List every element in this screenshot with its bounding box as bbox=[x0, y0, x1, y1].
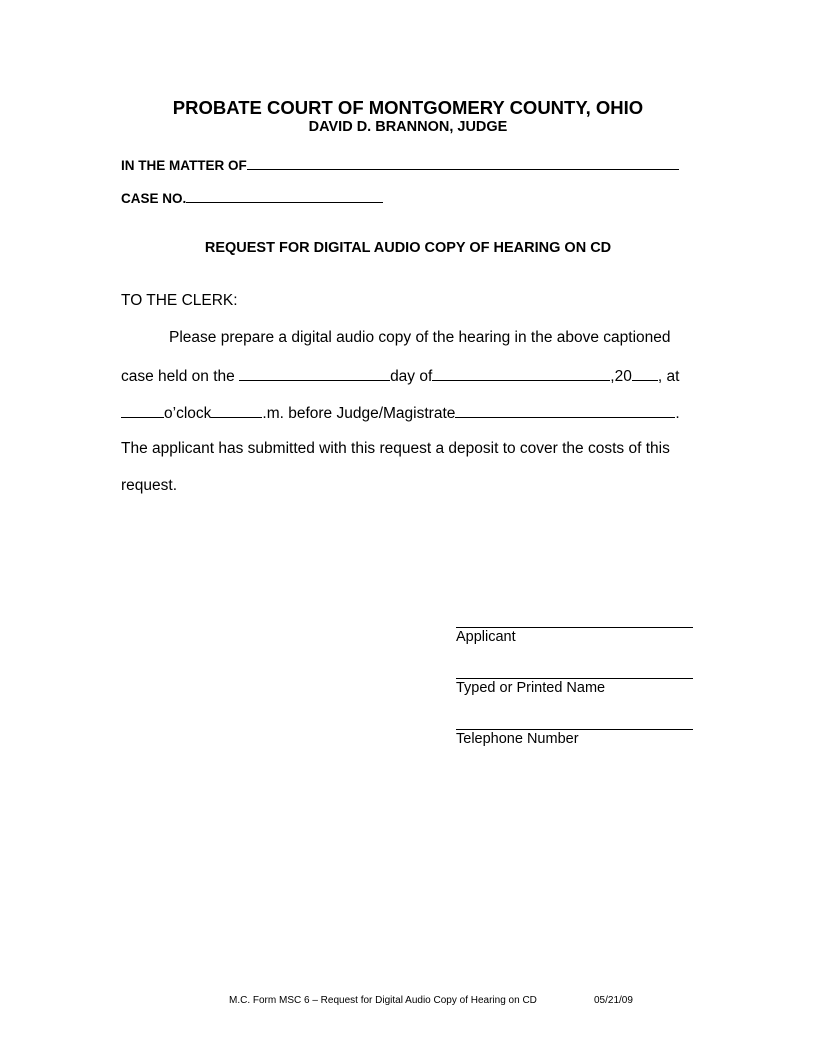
day-field[interactable] bbox=[239, 366, 390, 381]
telephone-line[interactable] bbox=[456, 729, 693, 730]
month-field[interactable] bbox=[432, 366, 610, 381]
printed-name-label: Typed or Printed Name bbox=[456, 680, 606, 696]
telephone-label: Telephone Number bbox=[456, 731, 579, 747]
salutation: TO THE CLERK: bbox=[121, 292, 238, 309]
body-line-5: request. bbox=[121, 477, 178, 494]
applicant-label: Applicant bbox=[456, 629, 516, 645]
case-no-field[interactable] bbox=[186, 188, 383, 203]
form-title: REQUEST FOR DIGITAL AUDIO COPY OF HEARING ON CD bbox=[204, 240, 612, 256]
body-line-3 bbox=[121, 403, 680, 423]
text-at: , at bbox=[657, 368, 680, 385]
case-no-label: CASE NO. bbox=[121, 191, 187, 206]
footer-date: 05/21/09 bbox=[594, 995, 633, 1006]
hour-field[interactable] bbox=[121, 403, 164, 418]
printed-name-line[interactable] bbox=[456, 678, 693, 679]
text-period: . bbox=[675, 405, 680, 422]
body-line-1: Please prepare a digital audio copy of the hearing in the above captioned bbox=[169, 329, 671, 346]
body-line-4: The applicant has submitted with this request a deposit to cover the costs of this bbox=[121, 440, 670, 457]
court-title: PROBATE COURT OF MONTGOMERY COUNTY, OHIO bbox=[172, 97, 644, 118]
ampm-field[interactable] bbox=[211, 403, 262, 418]
matter-label: IN THE MATTER OF bbox=[121, 158, 247, 173]
text-case-held: case held on the bbox=[121, 368, 240, 385]
judge-name: DAVID D. BRANNON, JUDGE bbox=[308, 119, 508, 135]
matter-row bbox=[121, 155, 679, 173]
text-oclock: o’clock bbox=[164, 405, 212, 422]
magistrate-field[interactable] bbox=[455, 403, 675, 418]
matter-field[interactable] bbox=[247, 155, 679, 170]
body-line-2 bbox=[121, 366, 679, 386]
footer-form-id: M.C. Form MSC 6 – Request for Digital Audio Copy of Hearing on CD bbox=[229, 995, 537, 1006]
text-day-of: day of bbox=[390, 368, 433, 385]
year-field[interactable] bbox=[632, 366, 658, 381]
case-no-row bbox=[121, 188, 383, 206]
text-before-judge: .m. before Judge/Magistrate bbox=[262, 405, 456, 422]
applicant-signature-line[interactable] bbox=[456, 627, 693, 628]
text-year-prefix: ,20 bbox=[610, 368, 632, 385]
